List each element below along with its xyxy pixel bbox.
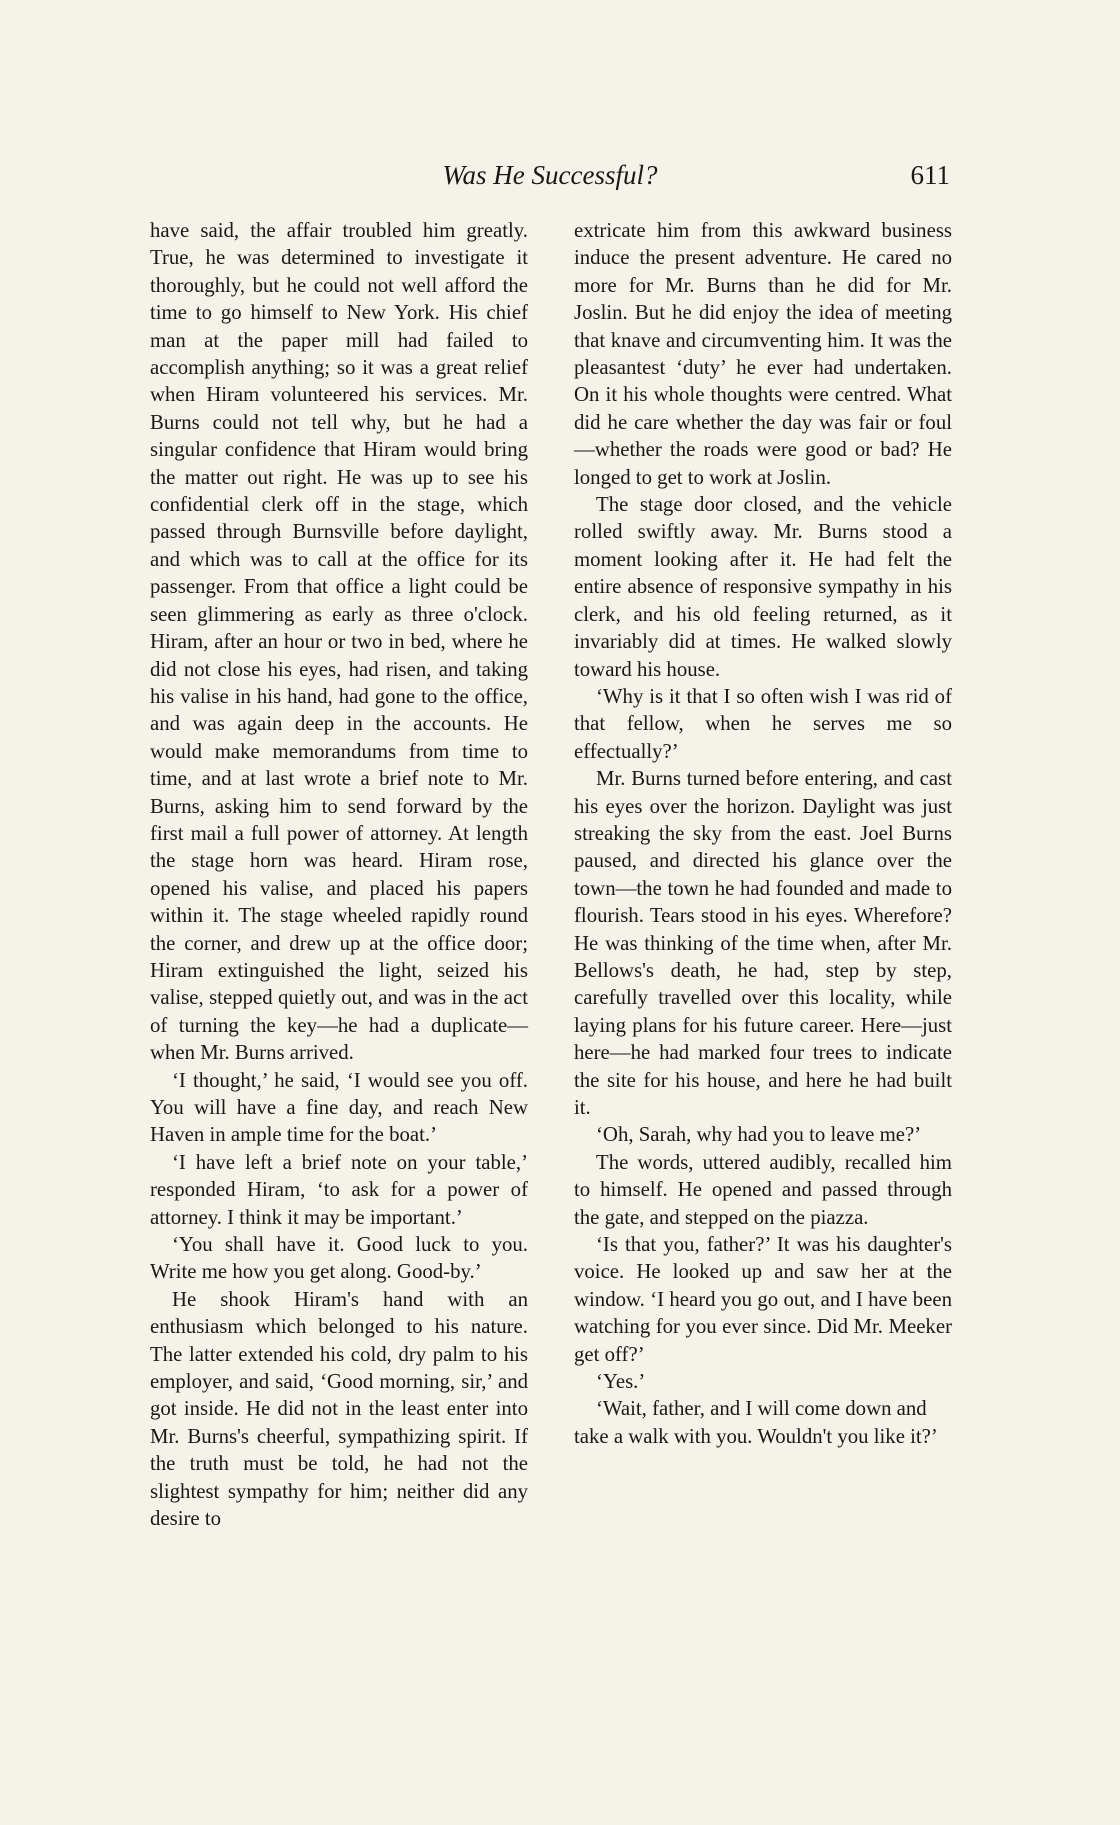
- paragraph: have said, the affair troubled him greatly. True, he was determined to investigate it thoroughly, but he could not well afford the time to go himself to New York. His chief man at the paper mill had failed to accomplish anything; so it was a great relief when Hiram volunteered his services. Mr. Burns could not tell why, but he had a singular confidence that Hiram would bring the matter out right. He was up to see his confidential clerk off in the stage, which passed through Burnsville before daylight, and which was to call at the office for its passenger. From that office a light could be seen glimmering as early as three o'clock. Hiram, after an hour or two in bed, where he did not close his eyes, had risen, and taking his valise in his hand, had gone to the office, and was again deep in the accounts. He would make memorandums from time to time, and at last wrote a brief note to Mr. Burns, asking him to send forward by the first mail a full power of attorney. At length the stage horn was heard. Hiram rose, opened his valise, and placed his papers within it. The stage wheeled rapidly round the corner, and drew up at the office door; Hiram extinguished the light, seized his valise, stepped quietly out, and was in the act of turning the key—he had a duplicate—when Mr. Burns arrived.: [150, 219, 528, 1065]
- right-column: [574, 217, 952, 1450]
- paragraph: The words, uttered audibly, recalled him to himself. He opened and passed through the gate, and stepped on the piazza.: [574, 1150, 952, 1229]
- paragraph: ‘I have left a brief note on your table,’ responded Hiram, ‘to ask for a power of attorney. I think it may be important.’: [150, 1150, 528, 1229]
- page-header: [150, 160, 950, 200]
- paragraph: ‘Why is it that I so often wish I was rid of that fellow, when he serves me so effectually?’: [574, 684, 952, 763]
- paragraph: ‘I thought,’ he said, ‘I would see you off. You will have a fine day, and reach New Haven in ample time for the boat.’: [150, 1068, 528, 1147]
- left-column: [150, 217, 528, 1533]
- paragraph: ‘Is that you, father?’ It was his daughter's voice. He looked up and saw her at the window. ‘I heard you go out, and I have been watching for you ever since. Did Mr. Meeker get off?’: [574, 1233, 952, 1366]
- paragraph: ‘Oh, Sarah, why had you to leave me?’: [596, 1123, 922, 1147]
- paragraph: ‘Yes.’: [596, 1370, 646, 1394]
- paragraph: The stage door closed, and the vehicle rolled swiftly away. Mr. Burns stood a moment looking after it. He had felt the entire absence of responsive sympathy in his clerk, and his old feeling returned, as it invariably did at times. He walked slowly toward his house.: [574, 493, 952, 681]
- paragraph: extricate him from this awkward business induce the present adventure. He cared no more for Mr. Burns than he did for Mr. Joslin. But he did enjoy the idea of meeting that knave and circumventing him. It was the pleasantest ‘duty’ he ever had undertaken. On it his whole thoughts were centred. What did he care whether the day was fair or foul—whether the roads were good or bad? He longed to get to work at Joslin.: [574, 219, 952, 489]
- page-number: 611: [910, 160, 950, 190]
- running-title: Was He Successful?: [442, 160, 658, 190]
- paragraph: He shook Hiram's hand with an enthusiasm which belonged to his nature. The latter extended his cold, dry palm to his employer, and said, ‘Good morning, sir,’ and got inside. He did not in the least enter into Mr. Burns's cheerful, sympathizing spirit. If the truth must be told, he had not the slightest sympathy for him; neither did any desire to: [150, 1287, 528, 1531]
- paragraph: Mr. Burns turned before entering, and cast his eyes over the horizon. Daylight was just streaking the sky from the east. Joel Burns paused, and directed his glance over the town—the town he had founded and made to flourish. Tears stood in his eyes. Wherefore? He was thinking of the time when, after Mr. Bellows's death, he had, step by step, carefully travelled over this locality, while laying plans for his future career. Here—just here—he had marked four trees to indicate the site for his house, and here he had built it.: [574, 767, 952, 1119]
- paragraph: ‘You shall have it. Good luck to you. Write me how you get along. Good-by.’: [150, 1233, 528, 1284]
- paragraph: ‘Wait, father, and I will come down and take a walk with you. Wouldn't you like it?’: [574, 1397, 938, 1448]
